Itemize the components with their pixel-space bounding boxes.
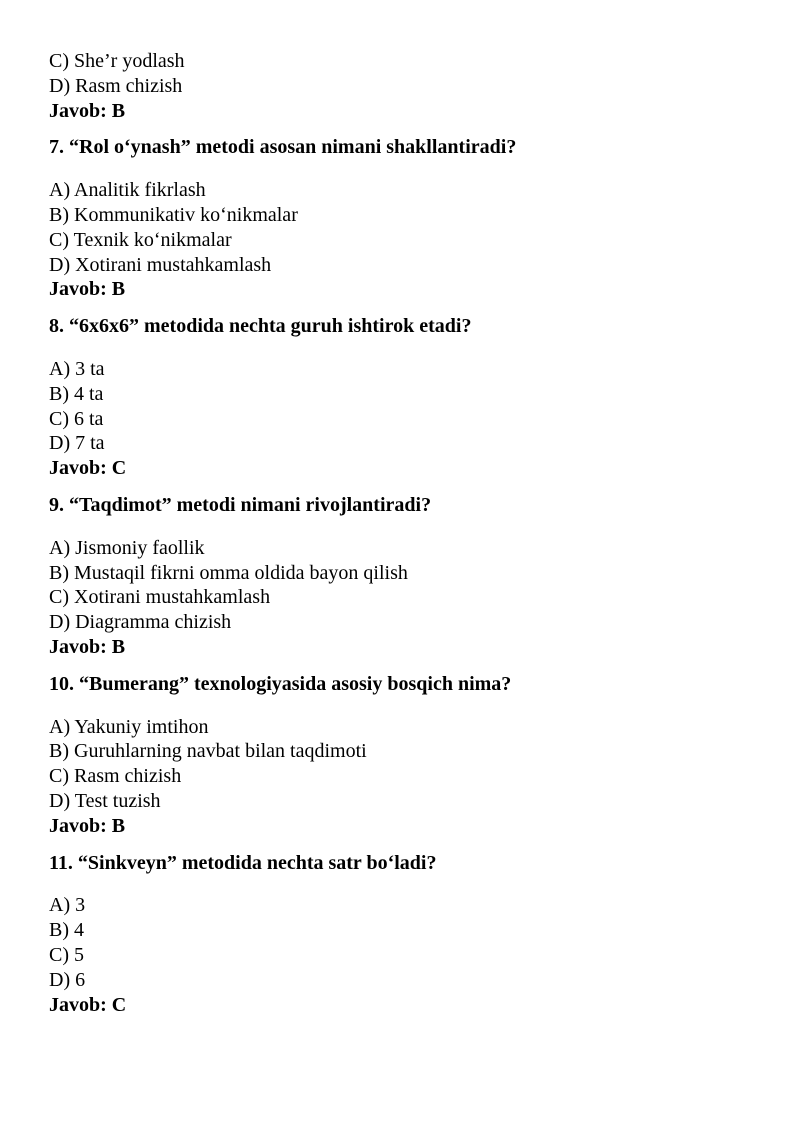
option-d: D) 7 ta (49, 432, 105, 455)
option-a: A) Analitik fikrlash (49, 179, 206, 202)
question-title: 9. “Taqdimot” metodi nimani rivojlantiradi? (49, 493, 432, 516)
option-d: D) Test tuzish (49, 789, 161, 812)
option-a: A) 3 ta (49, 357, 105, 380)
option-c: C) 6 ta (49, 407, 104, 430)
option-a: A) 3 (49, 894, 86, 917)
option-b: B) Mustaqil fikrni omma oldida bayon qilish (49, 561, 408, 584)
answer-line: Javob: B (49, 278, 126, 301)
question-title: 11. “Sinkveyn” metodida nechta satr bo‘ladi? (49, 851, 437, 874)
question-block-8 (49, 314, 769, 481)
question-block-11 (49, 851, 769, 1018)
option-a: A) Yakuniy imtihon (49, 715, 209, 738)
lead-block (49, 49, 769, 123)
option-c: C) Xotirani mustahkamlash (49, 586, 271, 609)
option-b: B) 4 (49, 919, 84, 942)
option-c: C) 5 (49, 943, 84, 966)
option-d: D) Diagramma chizish (49, 611, 232, 634)
option-a: A) Jismoniy faollik (49, 536, 205, 559)
answer-line: Javob: B (49, 814, 126, 837)
option-c: C) Rasm chizish (49, 765, 182, 788)
option-d: D) 6 (49, 968, 86, 991)
answer-line: Javob: C (49, 457, 127, 480)
answer-line: Javob: B (49, 99, 126, 122)
option-d: D) Xotirani mustahkamlash (49, 253, 272, 276)
question-title: 10. “Bumerang” texnologiyasida asosiy bosqich nima? (49, 672, 512, 695)
question-block-10 (49, 672, 769, 839)
option-c: C) She’r yodlash (49, 50, 185, 72)
question-title: 8. “6x6x6” metodida nechta guruh ishtirok etadi? (49, 315, 472, 338)
option-d: D) Rasm chizish (49, 74, 183, 97)
document-page (49, 49, 769, 1017)
question-block-9 (49, 493, 769, 660)
option-b: B) Guruhlarning navbat bilan taqdimoti (49, 740, 367, 763)
option-c: C) Texnik ko‘nikmalar (49, 228, 232, 251)
answer-line: Javob: C (49, 993, 127, 1016)
option-b: B) 4 ta (49, 382, 104, 405)
question-block-7 (49, 135, 769, 302)
answer-line: Javob: B (49, 635, 126, 658)
question-title: 7. “Rol o‘ynash” metodi asosan nimani shakllantiradi? (49, 136, 517, 159)
option-b: B) Kommunikativ ko‘nikmalar (49, 203, 298, 226)
